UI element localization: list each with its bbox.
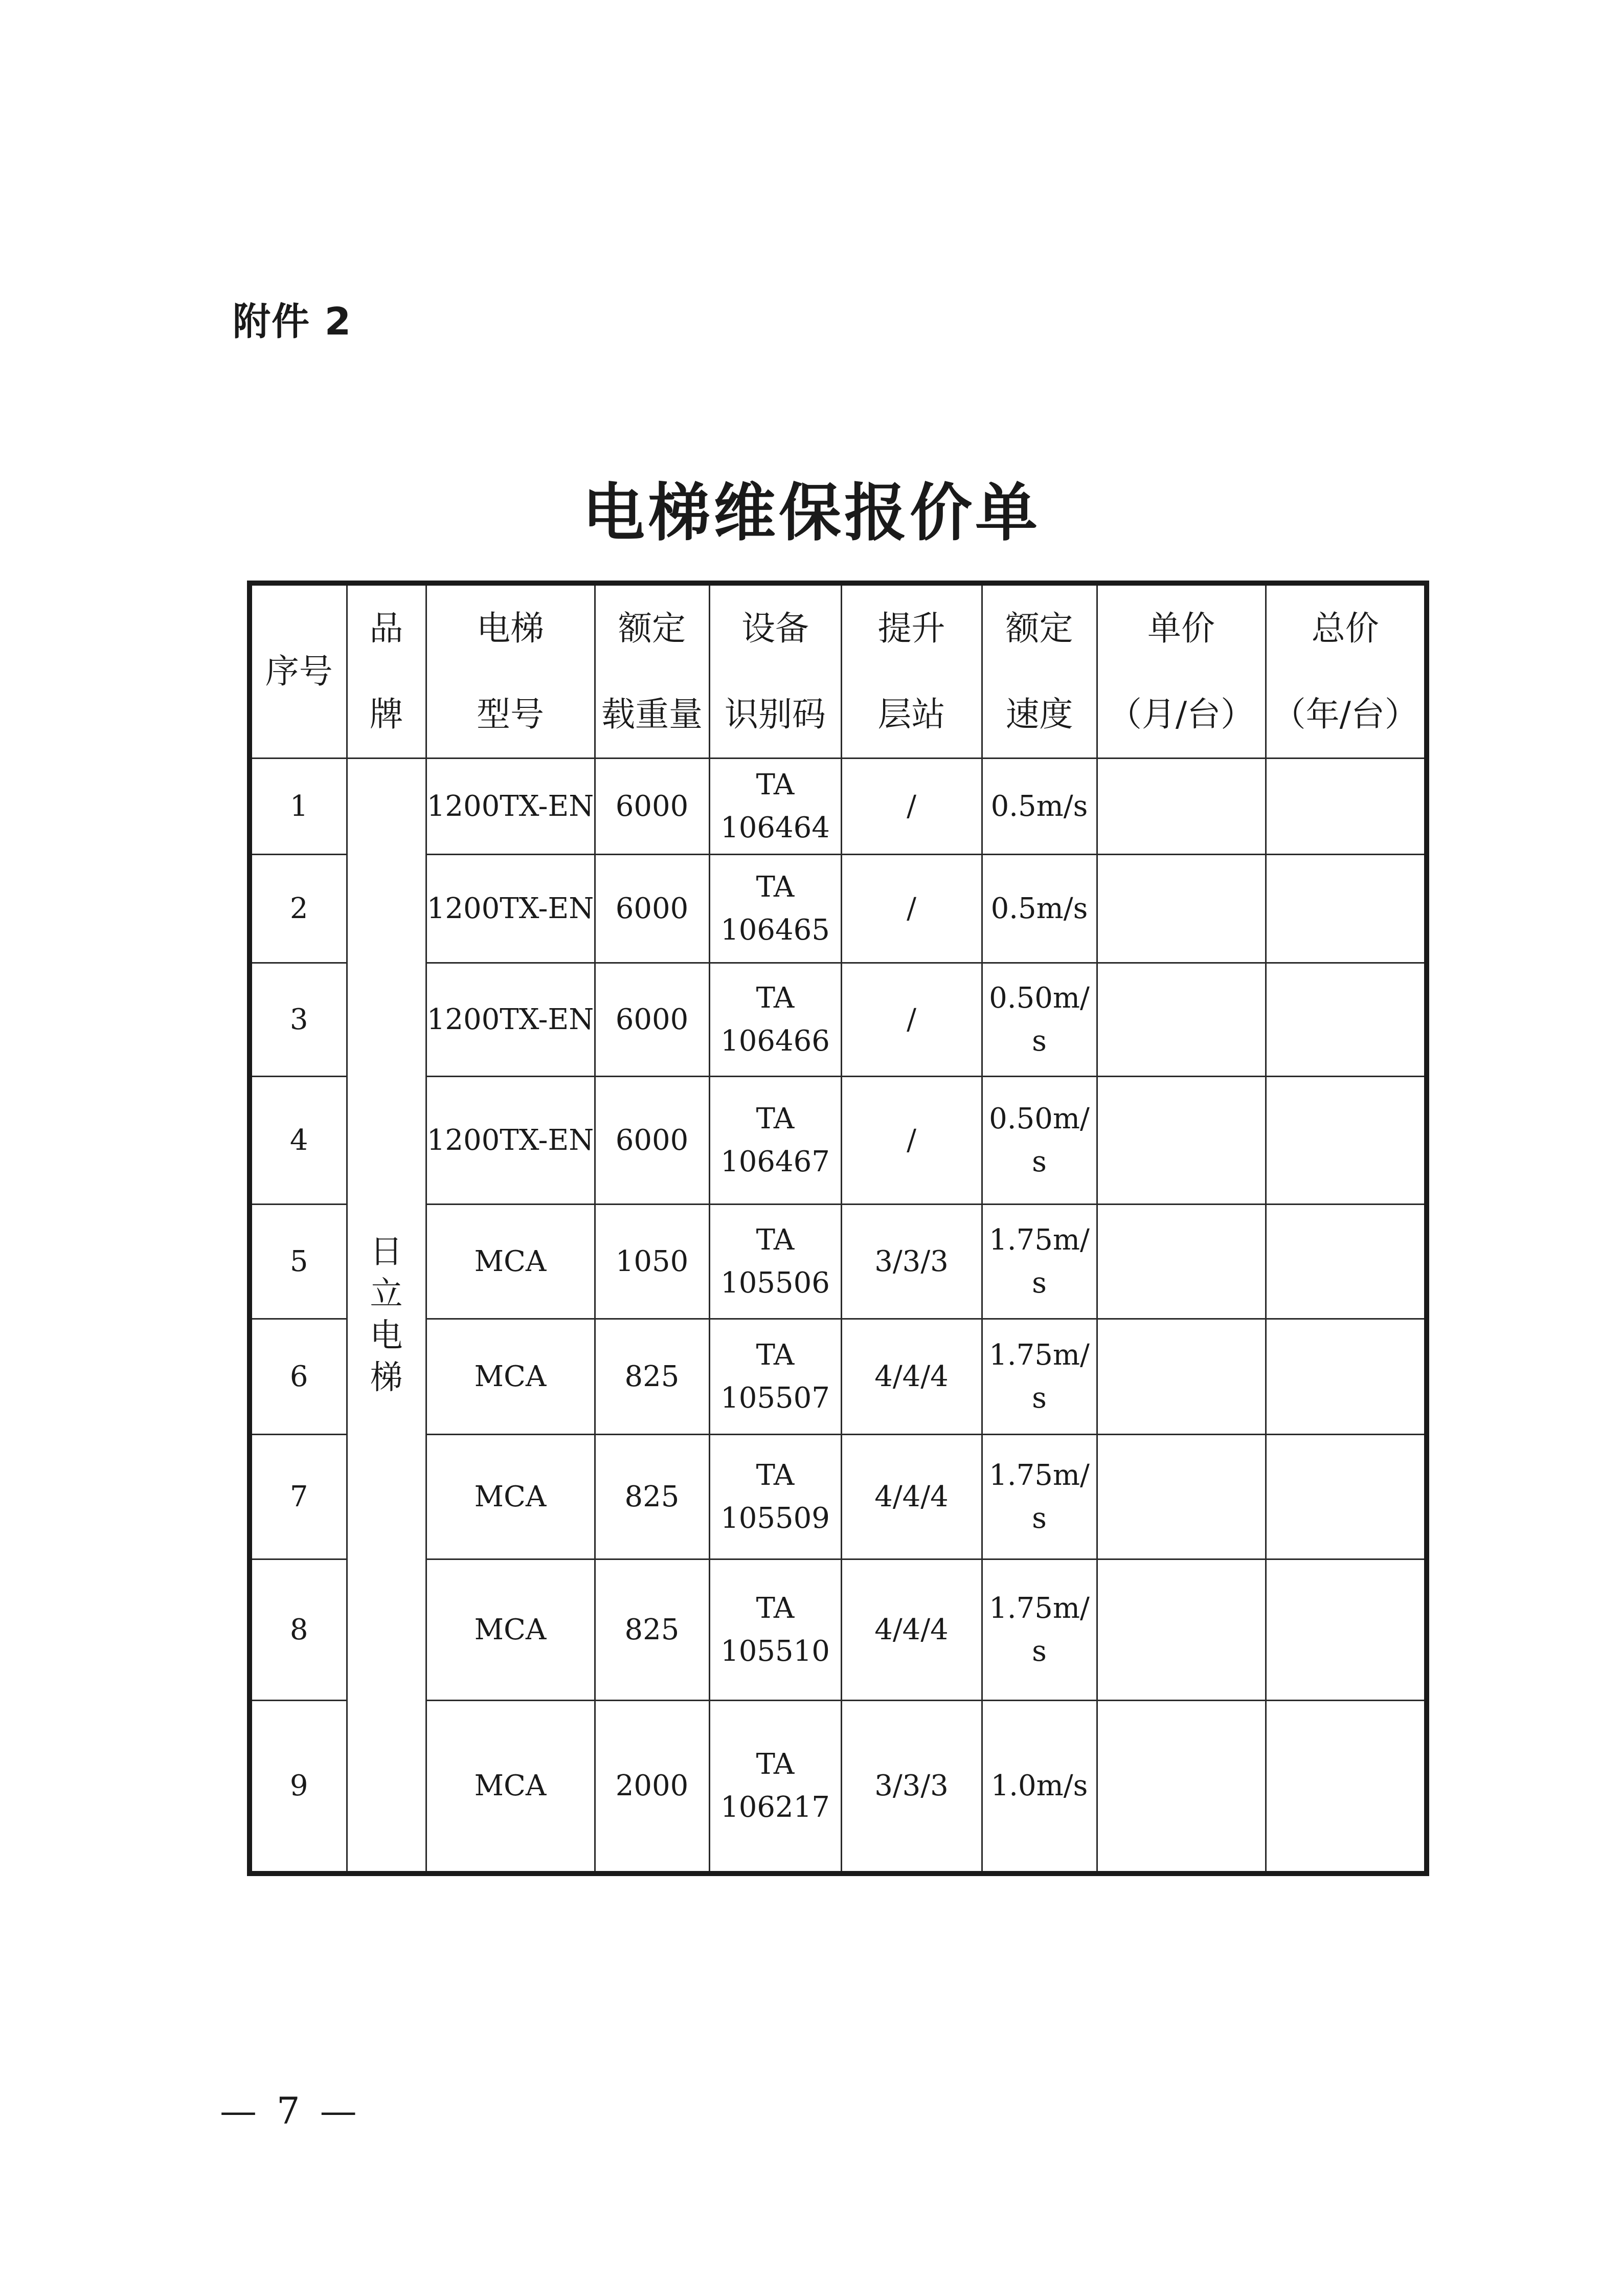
cell-floors: / xyxy=(841,855,982,963)
table-row xyxy=(250,759,1427,855)
cell-no: 4 xyxy=(250,1077,347,1205)
cell-total-price xyxy=(1266,1077,1427,1205)
cell-speed: 1.75m/ s xyxy=(982,1205,1097,1319)
cell-code: TA 106217 xyxy=(709,1701,841,1874)
table-row xyxy=(250,1205,1427,1319)
cell-load: 825 xyxy=(595,1319,709,1435)
cell-no: 9 xyxy=(250,1701,347,1874)
header-total-price: 总价 （年/台） xyxy=(1266,583,1427,759)
cell-no: 3 xyxy=(250,963,347,1077)
cell-floors: 3/3/3 xyxy=(841,1701,982,1874)
cell-speed: 1.75m/ s xyxy=(982,1559,1097,1701)
cell-model: MCA xyxy=(426,1435,595,1559)
header-code: 设备 识别码 xyxy=(709,583,841,759)
header-unit-price: 单价 （月/台） xyxy=(1097,583,1266,759)
cell-load: 2000 xyxy=(595,1701,709,1874)
header-floors: 提升 层站 xyxy=(841,583,982,759)
cell-speed: 0.50m/ s xyxy=(982,1077,1097,1205)
header-model: 电梯 型号 xyxy=(426,583,595,759)
cell-unit-price xyxy=(1097,855,1266,963)
cell-speed: 0.5m/s xyxy=(982,855,1097,963)
cell-unit-price xyxy=(1097,1205,1266,1319)
cell-model: MCA xyxy=(426,1205,595,1319)
cell-model: 1200TX-EN xyxy=(426,855,595,963)
cell-brand: 日 立 电 梯 xyxy=(347,759,426,1874)
header-no: 序号 xyxy=(250,583,347,759)
cell-load: 825 xyxy=(595,1559,709,1701)
cell-total-price xyxy=(1266,1435,1427,1559)
cell-load: 825 xyxy=(595,1435,709,1559)
cell-unit-price xyxy=(1097,1701,1266,1874)
cell-no: 1 xyxy=(250,759,347,855)
cell-code: TA 106464 xyxy=(709,759,841,855)
cell-no: 5 xyxy=(250,1205,347,1319)
table-row xyxy=(250,1435,1427,1559)
cell-total-price xyxy=(1266,1319,1427,1435)
cell-unit-price xyxy=(1097,963,1266,1077)
cell-speed: 0.5m/s xyxy=(982,759,1097,855)
header-row xyxy=(250,583,1427,759)
cell-unit-price xyxy=(1097,1435,1266,1559)
cell-speed: 1.75m/ s xyxy=(982,1319,1097,1435)
cell-load: 1050 xyxy=(595,1205,709,1319)
cell-unit-price xyxy=(1097,759,1266,855)
cell-load: 6000 xyxy=(595,1077,709,1205)
table-row xyxy=(250,1701,1427,1874)
attachment-label: 附件 2 xyxy=(233,300,352,344)
cell-code: TA 106465 xyxy=(709,855,841,963)
cell-model: 1200TX-EN xyxy=(426,963,595,1077)
cell-floors: 3/3/3 xyxy=(841,1205,982,1319)
cell-no: 8 xyxy=(250,1559,347,1701)
quote-table xyxy=(247,581,1429,1876)
cell-no: 2 xyxy=(250,855,347,963)
cell-code: TA 105509 xyxy=(709,1435,841,1559)
cell-code: TA 106466 xyxy=(709,963,841,1077)
cell-speed: 1.75m/ s xyxy=(982,1435,1097,1559)
table-row xyxy=(250,1077,1427,1205)
table-row xyxy=(250,1559,1427,1701)
cell-speed: 0.50m/ s xyxy=(982,963,1097,1077)
cell-speed: 1.0m/s xyxy=(982,1701,1097,1874)
cell-floors: / xyxy=(841,1077,982,1205)
table-row xyxy=(250,963,1427,1077)
page-title: 电梯维保报价单 xyxy=(582,477,1041,549)
cell-model: 1200TX-EN xyxy=(426,1077,595,1205)
table-row xyxy=(250,855,1427,963)
cell-model: MCA xyxy=(426,1559,595,1701)
cell-unit-price xyxy=(1097,1319,1266,1435)
cell-load: 6000 xyxy=(595,963,709,1077)
cell-load: 6000 xyxy=(595,855,709,963)
cell-load: 6000 xyxy=(595,759,709,855)
header-load: 额定 载重量 xyxy=(595,583,709,759)
cell-floors: / xyxy=(841,963,982,1077)
cell-code: TA 105510 xyxy=(709,1559,841,1701)
cell-floors: 4/4/4 xyxy=(841,1559,982,1701)
cell-total-price xyxy=(1266,1559,1427,1701)
table-row xyxy=(250,1319,1427,1435)
cell-total-price xyxy=(1266,963,1427,1077)
cell-total-price xyxy=(1266,1701,1427,1874)
cell-total-price xyxy=(1266,759,1427,855)
cell-unit-price xyxy=(1097,1077,1266,1205)
cell-code: TA 106467 xyxy=(709,1077,841,1205)
header-brand: 品 牌 xyxy=(347,583,426,759)
cell-total-price xyxy=(1266,855,1427,963)
header-speed: 额定 速度 xyxy=(982,583,1097,759)
cell-code: TA 105507 xyxy=(709,1319,841,1435)
cell-model: MCA xyxy=(426,1319,595,1435)
cell-unit-price xyxy=(1097,1559,1266,1701)
cell-floors: / xyxy=(841,759,982,855)
cell-no: 6 xyxy=(250,1319,347,1435)
cell-model: MCA xyxy=(426,1701,595,1874)
cell-model: 1200TX-EN xyxy=(426,759,595,855)
cell-floors: 4/4/4 xyxy=(841,1435,982,1559)
cell-total-price xyxy=(1266,1205,1427,1319)
cell-code: TA 105506 xyxy=(709,1205,841,1319)
page-number: — 7 — xyxy=(220,2089,361,2132)
cell-no: 7 xyxy=(250,1435,347,1559)
cell-floors: 4/4/4 xyxy=(841,1319,982,1435)
